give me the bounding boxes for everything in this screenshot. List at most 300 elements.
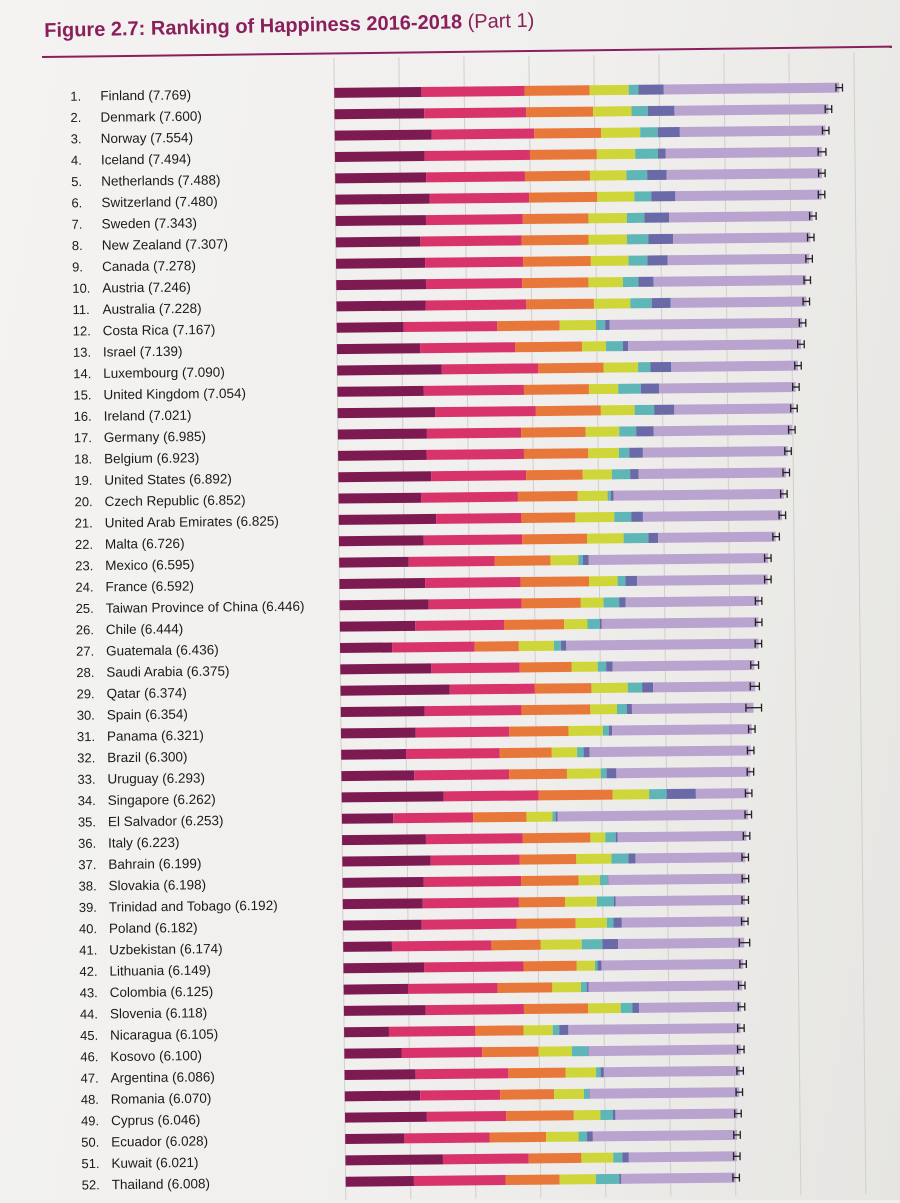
bar-segment <box>587 619 599 629</box>
bar-segment <box>392 940 492 951</box>
bar-segment <box>581 1153 613 1163</box>
bar-segment <box>425 299 526 310</box>
bar-segment <box>626 596 759 607</box>
country-label: Ireland (7.021) <box>104 408 192 424</box>
bar-segment <box>629 85 639 95</box>
bar-row <box>335 190 825 205</box>
bar-segment <box>335 172 426 183</box>
country-label: Uzbekistan (6.174) <box>109 941 222 957</box>
bar-segment <box>597 149 635 159</box>
bar-segment <box>610 318 802 330</box>
bar-segment <box>639 1002 741 1013</box>
bar-segment <box>578 875 600 885</box>
bar-segment <box>421 86 524 97</box>
bar-segment <box>525 85 590 96</box>
bar-segment <box>340 663 431 674</box>
bar-segment <box>558 810 749 822</box>
bar-segment <box>426 278 522 289</box>
bar-row <box>339 532 780 547</box>
country-label: Thailand (6.008) <box>112 1176 210 1192</box>
bar-segment <box>667 789 696 799</box>
bar-segment <box>604 1066 740 1077</box>
country-label: United Kingdom (7.054) <box>103 386 246 402</box>
rank-label: 40. <box>79 921 97 936</box>
bar-row <box>335 168 825 183</box>
bar-segment <box>450 684 535 695</box>
bar-segment <box>635 852 745 863</box>
bar-segment <box>523 961 576 972</box>
bar-segment <box>581 982 587 992</box>
bar-segment <box>404 1133 489 1144</box>
bar-segment <box>336 215 426 226</box>
bar-row <box>338 489 787 504</box>
bar-segment <box>430 193 530 204</box>
bar-segment <box>680 125 826 137</box>
bar-segment <box>521 512 575 523</box>
country-label: Finland (7.769) <box>100 87 191 103</box>
bar-segment <box>564 619 588 629</box>
bar-segment <box>647 255 667 265</box>
bar-segment <box>444 790 539 801</box>
bar-segment <box>588 213 626 223</box>
country-label: Slovakia (6.198) <box>108 877 206 893</box>
bar-segment <box>611 853 628 863</box>
bar-row <box>335 125 829 140</box>
bar-segment <box>629 1151 737 1162</box>
bar-segment <box>345 1091 421 1102</box>
country-label: Panama (6.321) <box>107 728 204 744</box>
bar-segment <box>600 875 608 885</box>
bar-segment <box>597 896 614 906</box>
bar-segment <box>526 107 593 118</box>
bar-segment <box>613 789 650 799</box>
bar-segment <box>336 279 426 290</box>
rank-label: 39. <box>79 900 97 915</box>
bar-segment <box>619 426 636 436</box>
bar-segment <box>589 1089 590 1099</box>
bar-segment <box>554 1089 584 1099</box>
bar-segment <box>628 339 801 351</box>
bar-segment <box>666 147 822 159</box>
bar-segment <box>343 941 392 952</box>
country-label: Spain (6.354) <box>107 707 188 723</box>
bar-segment <box>627 704 632 714</box>
bar-segment <box>643 446 788 458</box>
bar-segment <box>667 254 809 265</box>
bar-row <box>336 254 812 269</box>
bar-segment <box>345 1154 443 1165</box>
bar-segment <box>422 919 517 930</box>
bar-segment <box>424 961 524 972</box>
bar-segment <box>431 470 526 481</box>
rank-label: 4. <box>71 153 82 168</box>
bar-segment <box>601 127 640 137</box>
bar-segment <box>583 555 589 565</box>
bar-segment <box>340 599 429 610</box>
bar-row <box>336 211 817 226</box>
bar-segment <box>648 533 658 543</box>
bar-segment <box>674 104 828 116</box>
bar-segment <box>340 642 392 653</box>
bar-segment <box>635 149 658 159</box>
bar-segment <box>605 320 610 330</box>
bar-segment <box>623 277 639 287</box>
bar-segment <box>425 705 522 716</box>
bar-segment <box>552 812 555 822</box>
bar-segment <box>559 1025 568 1035</box>
rank-label: 2. <box>70 110 81 125</box>
bar-segment <box>607 768 617 778</box>
bar-segment <box>426 1004 524 1015</box>
bar-segment <box>498 982 553 993</box>
rank-label: 10. <box>72 281 90 296</box>
bar-segment <box>651 191 675 201</box>
bar-row <box>343 916 748 930</box>
country-label: Denmark (7.600) <box>100 109 201 125</box>
bar-segment <box>443 1153 529 1164</box>
bar-segment <box>342 813 393 824</box>
bar-segment <box>618 576 626 586</box>
rank-label: 18. <box>74 451 92 466</box>
bar-segment <box>577 747 584 757</box>
bar-segment <box>427 428 521 439</box>
country-label: Norway (7.554) <box>101 130 193 146</box>
bar-segment <box>583 469 612 479</box>
bar-segment <box>621 1173 735 1184</box>
country-label: Austria (7.246) <box>102 280 191 296</box>
country-label: Australia (7.228) <box>102 301 201 317</box>
bar-segment <box>392 642 475 653</box>
bar-segment <box>640 127 658 137</box>
country-label: Kosovo (6.100) <box>110 1048 202 1064</box>
bar-segment <box>342 834 426 845</box>
bar-segment <box>561 641 566 651</box>
bar-segment <box>425 577 521 588</box>
bar-segment <box>420 235 521 246</box>
bar-segment <box>522 235 589 246</box>
bar-segment <box>616 767 750 778</box>
bar-segment <box>587 1131 593 1141</box>
rank-label: 26. <box>76 622 94 637</box>
bar-segment <box>522 534 587 545</box>
bar-segment <box>342 856 430 867</box>
bar-segment <box>519 897 565 907</box>
bar-segment <box>336 258 425 269</box>
rank-label: 36. <box>78 836 96 851</box>
bar-segment <box>431 855 520 866</box>
country-label: Nicaragua (6.105) <box>110 1027 218 1043</box>
bar-segment <box>598 662 607 672</box>
bar-segment <box>590 170 627 180</box>
rank-label: 28. <box>76 665 94 680</box>
bar-segment <box>522 277 588 288</box>
bar-segment <box>606 661 613 671</box>
bar-segment <box>616 895 745 906</box>
bar-segment <box>337 343 420 354</box>
bar-segment <box>340 685 449 696</box>
bar-segment <box>601 768 607 778</box>
bar-segment <box>630 469 639 479</box>
bar-segment <box>520 662 572 673</box>
bar-segment <box>341 749 406 760</box>
bar-segment <box>632 1003 639 1013</box>
bar-segment <box>339 578 425 589</box>
bar-row <box>336 275 810 290</box>
bar-segment <box>389 1026 476 1037</box>
bar-segment <box>338 407 436 418</box>
bar-segment <box>616 832 618 842</box>
bar-segment <box>424 385 524 396</box>
bar-segment <box>497 320 560 331</box>
bar-segment <box>588 1003 621 1013</box>
bar-segment <box>638 84 663 94</box>
bar-segment <box>346 1176 414 1187</box>
country-label: Qatar (6.374) <box>106 685 186 701</box>
bar-segment <box>615 1109 737 1120</box>
bar-segment <box>630 298 652 308</box>
bar-segment <box>338 471 431 482</box>
rank-label: 17. <box>74 430 92 445</box>
bar-row <box>338 467 789 482</box>
bar-segment <box>664 83 840 95</box>
bar-segment <box>523 256 591 267</box>
bar-segment <box>658 127 680 137</box>
rank-label: 31. <box>77 729 95 744</box>
bar-segment <box>339 514 437 525</box>
bar-segment <box>644 213 669 223</box>
bar-segment <box>652 298 671 308</box>
bar-segment <box>426 833 523 844</box>
gridline <box>854 52 866 1194</box>
rank-label: 8. <box>72 238 83 253</box>
country-label: Lithuania (6.149) <box>109 963 210 979</box>
bar-segment <box>587 982 589 992</box>
rank-label: 50. <box>81 1135 99 1150</box>
bar-segment <box>523 213 589 224</box>
bar-segment <box>435 406 536 417</box>
bar-segment <box>482 1047 539 1058</box>
country-label: New Zealand (7.307) <box>102 236 228 252</box>
bar-segment <box>591 256 629 266</box>
bar-segment <box>523 833 591 844</box>
bar-segment <box>509 769 567 780</box>
bar-segment <box>340 621 416 632</box>
bar-segment <box>590 1087 740 1099</box>
bar-segment <box>339 535 424 546</box>
bar-segment <box>577 961 595 971</box>
bar-row <box>344 1002 745 1016</box>
country-label: Bahrain (6.199) <box>108 856 201 872</box>
bar-segment <box>591 683 628 693</box>
bar-row <box>340 617 762 631</box>
bar-segment <box>506 1174 560 1185</box>
bar-segment <box>642 682 653 692</box>
bar-segment <box>608 874 745 885</box>
bar-segment <box>595 961 598 971</box>
bar-segment <box>521 704 590 715</box>
bar-segment <box>626 170 647 180</box>
bar-segment <box>334 108 424 119</box>
bar-segment <box>415 620 504 631</box>
bar-segment <box>436 513 521 524</box>
bar-segment <box>582 939 603 949</box>
bar-segment <box>504 619 564 630</box>
country-label: Romania (6.070) <box>111 1091 212 1107</box>
figure-title-part: (Part 1) <box>467 10 534 33</box>
bar-segment <box>541 939 582 949</box>
bar-segment <box>649 789 667 799</box>
rank-label: 44. <box>80 1007 98 1022</box>
bar-segment <box>671 361 798 372</box>
bar-segment <box>637 574 768 585</box>
country-label: France (6.592) <box>105 578 194 594</box>
bar-segment <box>521 427 585 438</box>
bar-segment <box>546 1132 579 1142</box>
rank-label: 21. <box>75 515 93 530</box>
bar-segment <box>420 342 515 353</box>
bar-segment <box>334 87 421 98</box>
bar-segment <box>508 1068 565 1079</box>
bar-row <box>337 339 804 354</box>
bar-segment <box>671 296 807 307</box>
bar-segment <box>598 961 602 971</box>
rank-label: 46. <box>80 1049 98 1064</box>
rank-label: 20. <box>74 494 92 509</box>
bar-row <box>342 874 748 888</box>
bar-segment <box>335 194 429 205</box>
rank-label: 16. <box>74 409 92 424</box>
rank-label: 11. <box>72 302 89 317</box>
bar-segment <box>653 681 755 692</box>
bar-segment <box>618 384 641 394</box>
bar-segment <box>524 448 588 459</box>
bar-segment <box>579 1131 588 1141</box>
bar-segment <box>500 1089 554 1100</box>
rank-label: 24. <box>75 580 93 595</box>
bar-segment <box>623 341 628 351</box>
bar-segment <box>423 534 522 545</box>
bar-segment <box>603 726 609 736</box>
bar-segment <box>406 748 500 759</box>
country-label: Argentina (6.086) <box>110 1069 214 1085</box>
bar-segment <box>338 429 427 440</box>
bar-segment <box>631 512 643 522</box>
bar-segment <box>404 321 498 332</box>
bar-row <box>337 361 801 376</box>
bar-segment <box>622 1152 629 1162</box>
rank-label: 23. <box>75 558 93 573</box>
rank-label: 29. <box>76 686 94 701</box>
bar-segment <box>613 489 783 501</box>
bar-row <box>340 660 758 674</box>
bar-segment <box>553 1025 560 1035</box>
bar-segment <box>634 191 651 201</box>
rank-label: 6. <box>71 195 82 210</box>
bar-segment <box>421 492 518 503</box>
bar-segment <box>629 448 643 458</box>
bar-segment <box>343 920 422 931</box>
bar-segment <box>590 832 605 842</box>
bar-row <box>345 1087 743 1101</box>
bar-segment <box>601 1067 604 1077</box>
bar-segment <box>636 426 654 436</box>
bar-segment <box>408 983 498 994</box>
bar-segment <box>345 1112 427 1123</box>
bar-segment <box>524 384 589 395</box>
bar-segment <box>341 770 414 781</box>
bar-row <box>342 809 752 823</box>
rank-label: 12. <box>73 323 91 338</box>
bar-segment <box>607 918 614 928</box>
rank-label: 34. <box>78 793 96 808</box>
rank-label: 37. <box>78 857 96 872</box>
bar-row <box>344 1044 744 1058</box>
bar-segment <box>628 853 635 863</box>
bar-segment <box>618 938 744 949</box>
bar-row <box>344 980 745 994</box>
bar-segment <box>575 512 614 522</box>
bar-segment <box>535 683 592 694</box>
bar-segment <box>426 171 525 182</box>
bar-segment <box>509 726 568 737</box>
bar-segment <box>584 747 590 757</box>
bar-row <box>343 959 746 973</box>
bar-segment <box>559 1174 596 1184</box>
bar-row <box>338 425 795 440</box>
rank-label: 49. <box>81 1113 99 1128</box>
bar-segment <box>341 728 416 739</box>
rank-label: 35. <box>78 814 96 829</box>
country-label: Iceland (7.494) <box>101 151 191 167</box>
country-label: Taiwan Province of China (6.446) <box>106 599 305 616</box>
bar-segment <box>648 234 673 244</box>
bar-segment <box>521 875 578 886</box>
bar-segment <box>425 257 523 268</box>
bar-segment <box>621 1003 633 1013</box>
country-label: Belgium (6.923) <box>104 450 199 466</box>
bar-segment <box>588 1046 589 1056</box>
bar-segment <box>617 704 627 714</box>
bar-row <box>336 296 809 311</box>
bar-segment <box>529 1153 582 1164</box>
rank-label: 47. <box>80 1071 98 1086</box>
rank-label: 15. <box>73 387 91 402</box>
bar-segment <box>427 1111 506 1122</box>
country-label: Sweden (7.343) <box>102 215 197 231</box>
bar-segment <box>393 812 473 823</box>
bar-segment <box>526 470 583 481</box>
rank-label: 52. <box>82 1177 100 1192</box>
bar-segment <box>590 704 617 714</box>
bar-segment <box>589 576 618 586</box>
bar-segment <box>658 532 776 543</box>
bar-segment <box>338 450 426 461</box>
bar-segment <box>635 405 655 415</box>
bar-segment <box>572 662 598 672</box>
bar-segment <box>523 1025 552 1035</box>
bar-segment <box>475 641 519 651</box>
bar-row <box>343 895 749 909</box>
bar-segment <box>596 320 605 330</box>
bar-segment <box>602 617 759 629</box>
bar-segment <box>342 877 423 888</box>
bar-segment <box>425 150 530 161</box>
bar-segment <box>587 533 624 543</box>
bar-segment <box>336 300 425 311</box>
bar-segment <box>589 745 750 757</box>
bar-segment <box>594 298 631 308</box>
bar-segment <box>565 1067 596 1077</box>
